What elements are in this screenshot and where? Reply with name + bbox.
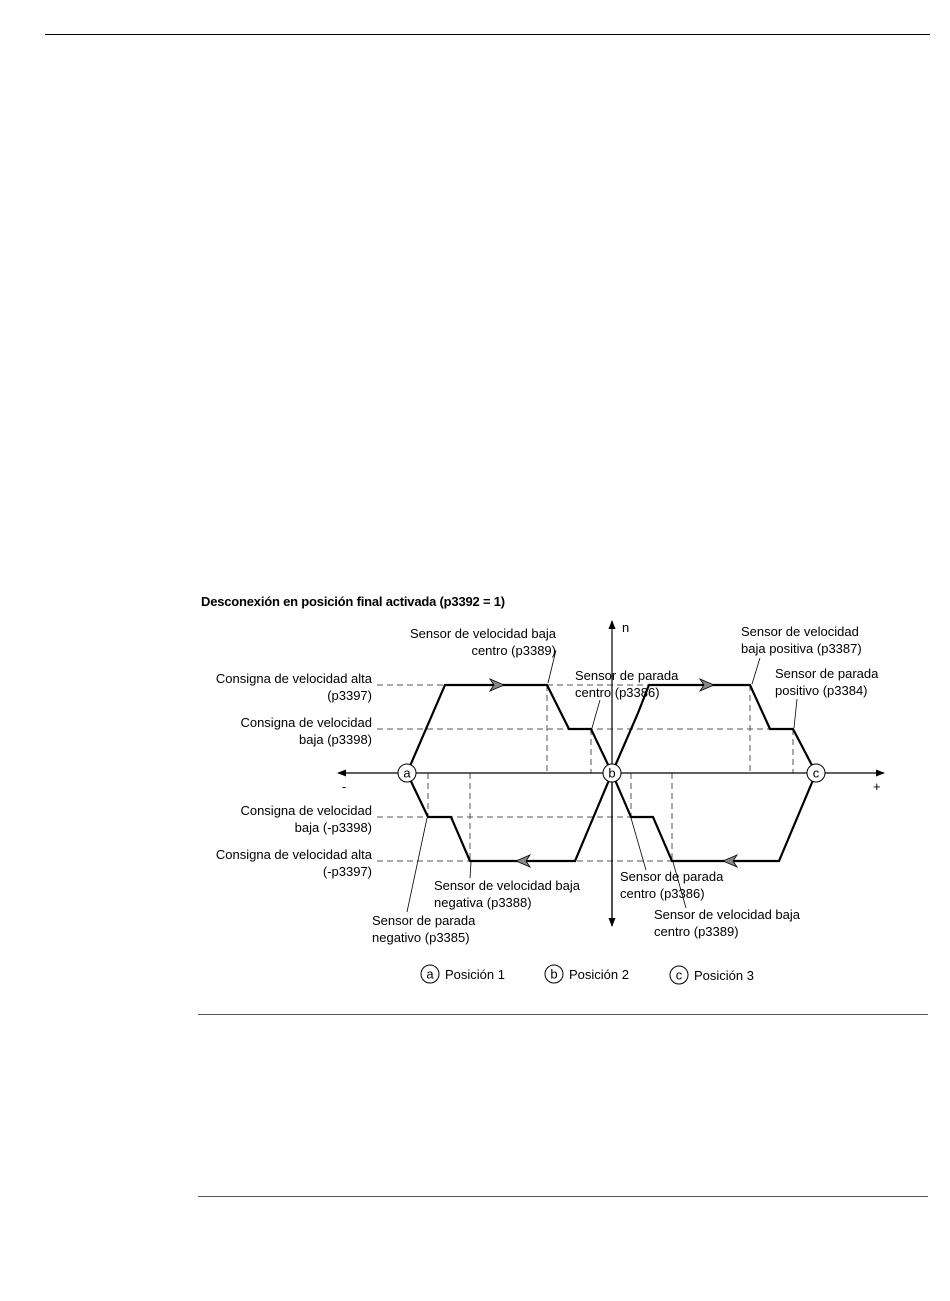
- sensor-low-positive-line2: baja positiva (p3387): [741, 641, 862, 656]
- sensor-stop-positive-line2: positivo (p3384): [775, 683, 868, 698]
- sensor-low-center-bottom-line2: centro (p3389): [654, 924, 739, 939]
- legend-item-position-2: [545, 965, 629, 983]
- axis-plus-label: +: [873, 779, 881, 794]
- sensor-stop-center-bottom-line2: centro (p3386): [620, 886, 705, 901]
- legend-a-letter: a: [426, 966, 434, 982]
- sensor-stop-center-top-line1: Sensor de parada: [575, 668, 679, 683]
- legend-b-letter: b: [550, 966, 558, 982]
- diagram-title: Desconexión en posición final activada (p3392 = 1): [201, 594, 505, 609]
- label-high-positive-line1: Consigna de velocidad alta: [215, 671, 372, 686]
- legend-item-position-3: [670, 966, 754, 984]
- sensor-low-center-bottom-line1: Sensor de velocidad baja: [654, 907, 800, 922]
- label-low-positive-line1: Consigna de velocidad: [240, 715, 372, 730]
- label-high-positive-line2: (p3397): [327, 688, 372, 703]
- label-low-negative-line1: Consigna de velocidad: [240, 803, 372, 818]
- legend-position-1-label: Posición 1: [445, 967, 505, 982]
- legend-item-position-1: [421, 965, 505, 983]
- position-marker-b-letter: b: [608, 765, 616, 781]
- section-divider-top: [198, 1014, 928, 1015]
- label-high-negative-line2: (-p3397): [322, 864, 372, 879]
- label-low-negative-line2: baja (-p3398): [294, 820, 372, 835]
- label-high-negative-line1: Consigna de velocidad alta: [215, 847, 372, 862]
- sensor-stop-negative-line1: Sensor de parada: [372, 913, 476, 928]
- sensor-low-negative-line2: negativa (p3388): [434, 895, 532, 910]
- sensor-stop-negative-line2: negativo (p3385): [372, 930, 470, 945]
- label-low-positive-line2: baja (p3398): [299, 732, 372, 747]
- n-axis-label: n: [622, 620, 630, 635]
- sensor-low-center-top-line2: centro (p3389): [471, 643, 556, 658]
- sensor-low-center-top-line1: Sensor de velocidad baja: [410, 626, 556, 641]
- profile-c-to-b: [612, 773, 816, 861]
- legend-c-letter: c: [675, 967, 683, 983]
- position-marker-a: [398, 764, 416, 782]
- position-marker-c: [807, 764, 825, 782]
- axis-minus-label: -: [342, 779, 347, 794]
- legend-position-2-label: Posición 2: [569, 967, 629, 982]
- position-marker-b: [603, 764, 621, 782]
- legend: [421, 965, 754, 984]
- position-marker-c-letter: c: [812, 765, 820, 781]
- sensor-stop-center-top-line2: centro (p3386): [575, 685, 660, 700]
- sensor-low-positive-line1: Sensor de velocidad: [741, 624, 859, 639]
- section-divider-bottom: [198, 1196, 928, 1197]
- legend-position-3-label: Posición 3: [694, 968, 754, 983]
- sensor-stop-center-bottom-line1: Sensor de parada: [620, 869, 724, 884]
- sensor-stop-positive-line1: Sensor de parada: [775, 666, 879, 681]
- sensor-low-negative-line1: Sensor de velocidad baja: [434, 878, 580, 893]
- position-marker-a-letter: a: [403, 765, 411, 781]
